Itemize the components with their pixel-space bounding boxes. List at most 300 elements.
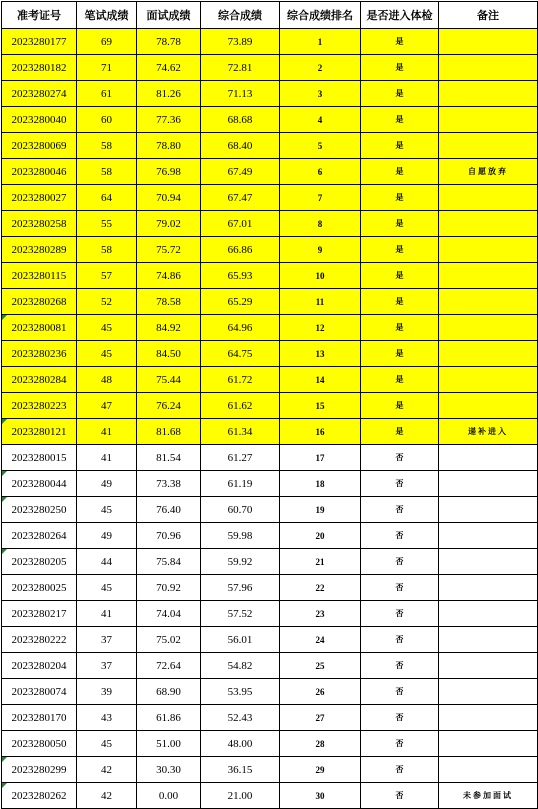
cell-exam-id[interactable] [2, 445, 77, 471]
cell-physical-exam[interactable] [361, 653, 439, 679]
cell-physical-exam-text: 是 [395, 37, 404, 46]
cell-written-score[interactable] [77, 29, 137, 55]
cell-total-score[interactable] [201, 419, 280, 445]
cell-remarks[interactable] [439, 159, 538, 185]
cell-interview-score-text: 0.00 [158, 789, 179, 802]
table-row [2, 263, 538, 289]
cell-remarks[interactable] [439, 367, 538, 393]
error-indicator-icon [2, 549, 7, 554]
cell-total-score[interactable] [201, 81, 280, 107]
cell-physical-exam[interactable] [361, 757, 439, 783]
cell-remarks[interactable] [439, 237, 538, 263]
cell-physical-exam[interactable] [361, 341, 439, 367]
cell-total-score[interactable] [201, 627, 280, 653]
cell-remarks[interactable] [439, 783, 538, 809]
cell-exam-id[interactable] [2, 497, 77, 523]
cell-total-score-text: 48.00 [227, 737, 253, 750]
cell-interview-score[interactable] [137, 55, 201, 81]
cell-total-score-text: 68.40 [227, 139, 253, 152]
cell-interview-score[interactable] [137, 757, 201, 783]
cell-remarks[interactable] [439, 523, 538, 549]
score-table [1, 1, 538, 809]
cell-physical-exam[interactable] [361, 419, 439, 445]
cell-written-score[interactable] [77, 653, 137, 679]
cell-physical-exam[interactable] [361, 81, 439, 107]
cell-exam-id-text: 2023280027 [11, 191, 67, 204]
cell-physical-exam[interactable] [361, 549, 439, 575]
cell-written-score-text: 44 [101, 555, 112, 568]
cell-written-score-text: 48 [101, 373, 112, 386]
cell-written-score[interactable] [77, 627, 137, 653]
cell-interview-score[interactable] [137, 575, 201, 601]
cell-total-score[interactable] [201, 133, 280, 159]
cell-total-score[interactable] [201, 211, 280, 237]
cell-rank[interactable] [280, 471, 361, 497]
cell-written-score-text: 45 [101, 737, 112, 750]
cell-exam-id-text: 2023280222 [11, 633, 67, 646]
cell-written-score[interactable] [77, 757, 137, 783]
cell-exam-id[interactable] [2, 159, 77, 185]
cell-exam-id[interactable] [2, 367, 77, 393]
header-written-score[interactable]: 笔试成绩 [77, 2, 137, 29]
cell-exam-id[interactable] [2, 471, 77, 497]
cell-total-score[interactable] [201, 367, 280, 393]
cell-interview-score-text: 74.86 [156, 269, 181, 282]
cell-physical-exam[interactable] [361, 471, 439, 497]
cell-rank-text: 20 [315, 530, 325, 541]
cell-remarks[interactable] [439, 341, 538, 367]
cell-remarks[interactable] [439, 419, 538, 445]
cell-written-score-text: 42 [101, 763, 112, 776]
cell-interview-score[interactable] [137, 159, 201, 185]
cell-written-score-text: 45 [101, 321, 112, 334]
cell-total-score[interactable] [201, 471, 280, 497]
cell-interview-score[interactable] [137, 263, 201, 289]
cell-remarks[interactable] [439, 55, 538, 81]
cell-remarks[interactable] [439, 263, 538, 289]
cell-exam-id[interactable] [2, 757, 77, 783]
cell-total-score[interactable] [201, 575, 280, 601]
cell-exam-id[interactable] [2, 185, 77, 211]
cell-interview-score-text: 70.92 [156, 581, 181, 594]
cell-exam-id-text: 2023280289 [11, 243, 67, 256]
cell-written-score[interactable] [77, 107, 137, 133]
cell-rank-text: 15 [315, 400, 325, 411]
cell-total-score-text: 72.81 [227, 61, 253, 74]
cell-physical-exam[interactable] [361, 731, 439, 757]
cell-exam-id-text: 2023280015 [11, 451, 67, 464]
cell-interview-score[interactable] [137, 497, 201, 523]
cell-interview-score[interactable] [137, 289, 201, 315]
cell-written-score[interactable] [77, 497, 137, 523]
cell-interview-score[interactable] [137, 237, 201, 263]
cell-written-score-text: 64 [101, 191, 112, 204]
cell-rank[interactable] [280, 367, 361, 393]
cell-physical-exam[interactable] [361, 237, 439, 263]
header-total-score[interactable]: 综合成绩 [201, 2, 280, 29]
cell-interview-score[interactable] [137, 549, 201, 575]
cell-interview-score[interactable] [137, 133, 201, 159]
cell-total-score[interactable] [201, 55, 280, 81]
cell-exam-id[interactable] [2, 393, 77, 419]
cell-rank[interactable] [280, 107, 361, 133]
cell-total-score-text: 53.95 [227, 685, 253, 698]
cell-remarks[interactable] [439, 211, 538, 237]
cell-rank-text: 11 [315, 296, 325, 307]
cell-total-score[interactable] [201, 757, 280, 783]
cell-written-score[interactable] [77, 81, 137, 107]
cell-physical-exam[interactable] [361, 627, 439, 653]
cell-written-score[interactable] [77, 341, 137, 367]
cell-physical-exam[interactable] [361, 367, 439, 393]
cell-total-score[interactable] [201, 549, 280, 575]
cell-written-score[interactable] [77, 705, 137, 731]
cell-remarks[interactable] [439, 289, 538, 315]
cell-physical-exam[interactable] [361, 445, 439, 471]
cell-exam-id[interactable] [2, 237, 77, 263]
cell-rank-text: 8 [317, 218, 323, 229]
cell-physical-exam[interactable] [361, 783, 439, 809]
cell-exam-id[interactable] [2, 211, 77, 237]
cell-rank[interactable] [280, 29, 361, 55]
cell-physical-exam-text: 是 [395, 323, 404, 332]
cell-physical-exam[interactable] [361, 289, 439, 315]
cell-written-score[interactable] [77, 211, 137, 237]
cell-written-score-text: 55 [101, 217, 112, 230]
cell-total-score[interactable] [201, 237, 280, 263]
cell-interview-score-text: 70.96 [156, 529, 181, 542]
cell-remarks[interactable] [439, 315, 538, 341]
cell-total-score[interactable] [201, 731, 280, 757]
cell-written-score[interactable] [77, 445, 137, 471]
cell-exam-id[interactable] [2, 341, 77, 367]
cell-rank[interactable] [280, 549, 361, 575]
table-row [2, 471, 538, 497]
cell-rank[interactable] [280, 601, 361, 627]
cell-interview-score[interactable] [137, 419, 201, 445]
cell-physical-exam-text: 是 [395, 245, 404, 254]
table-row [2, 679, 538, 705]
cell-physical-exam-text: 否 [395, 661, 404, 670]
cell-interview-score[interactable] [137, 315, 201, 341]
cell-exam-id-text: 2023280081 [11, 321, 67, 334]
table-row [2, 367, 538, 393]
cell-total-score[interactable] [201, 653, 280, 679]
cell-written-score[interactable] [77, 55, 137, 81]
cell-remarks[interactable] [439, 393, 538, 419]
cell-written-score[interactable] [77, 367, 137, 393]
cell-rank-text: 21 [315, 556, 325, 567]
cell-physical-exam[interactable] [361, 315, 439, 341]
table-row [2, 315, 538, 341]
cell-rank-text: 16 [315, 426, 325, 437]
cell-remarks[interactable] [439, 29, 538, 55]
cell-exam-id[interactable] [2, 679, 77, 705]
cell-written-score-text: 45 [101, 581, 112, 594]
cell-rank-text: 19 [315, 504, 325, 515]
cell-exam-id[interactable] [2, 705, 77, 731]
cell-written-score[interactable] [77, 601, 137, 627]
cell-interview-score-text: 74.62 [156, 61, 181, 74]
cell-total-score-text: 54.82 [227, 659, 253, 672]
cell-interview-score-text: 76.40 [156, 503, 181, 516]
cell-interview-score[interactable] [137, 679, 201, 705]
cell-rank[interactable] [280, 393, 361, 419]
cell-physical-exam-text: 否 [395, 687, 404, 696]
cell-written-score[interactable] [77, 237, 137, 263]
cell-interview-score[interactable] [137, 445, 201, 471]
cell-total-score[interactable] [201, 601, 280, 627]
cell-rank[interactable] [280, 315, 361, 341]
cell-rank[interactable] [280, 679, 361, 705]
cell-total-score[interactable] [201, 705, 280, 731]
cell-exam-id[interactable] [2, 653, 77, 679]
cell-exam-id[interactable] [2, 107, 77, 133]
cell-written-score[interactable] [77, 393, 137, 419]
cell-rank[interactable] [280, 783, 361, 809]
cell-written-score[interactable] [77, 263, 137, 289]
cell-exam-id[interactable] [2, 601, 77, 627]
cell-exam-id[interactable] [2, 549, 77, 575]
cell-written-score[interactable] [77, 783, 137, 809]
cell-total-score[interactable] [201, 263, 280, 289]
cell-written-score-text: 42 [101, 789, 112, 802]
cell-rank[interactable] [280, 133, 361, 159]
header-exam-id[interactable]: 准考证号 [2, 2, 77, 29]
cell-total-score[interactable] [201, 289, 280, 315]
cell-physical-exam[interactable] [361, 523, 439, 549]
cell-rank[interactable] [280, 419, 361, 445]
cell-total-score[interactable] [201, 315, 280, 341]
cell-remarks[interactable] [439, 731, 538, 757]
cell-physical-exam[interactable] [361, 55, 439, 81]
cell-written-score[interactable] [77, 289, 137, 315]
cell-interview-score[interactable] [137, 29, 201, 55]
cell-exam-id-text: 2023280274 [11, 87, 67, 100]
cell-remarks[interactable] [439, 601, 538, 627]
cell-written-score-text: 58 [101, 139, 112, 152]
cell-rank[interactable] [280, 497, 361, 523]
cell-total-score-text: 73.89 [227, 35, 253, 48]
cell-interview-score-text: 75.84 [156, 555, 181, 568]
cell-written-score-text: 41 [101, 607, 112, 620]
cell-exam-id-text: 2023280074 [11, 685, 67, 698]
cell-written-score[interactable] [77, 679, 137, 705]
cell-physical-exam[interactable] [361, 575, 439, 601]
cell-total-score[interactable] [201, 185, 280, 211]
cell-interview-score[interactable] [137, 211, 201, 237]
cell-rank[interactable] [280, 341, 361, 367]
cell-total-score-text: 67.47 [227, 191, 253, 204]
cell-physical-exam[interactable] [361, 29, 439, 55]
table-row [2, 393, 538, 419]
cell-interview-score-text: 72.64 [156, 659, 181, 672]
header-total-rank[interactable]: 综合成绩排名 [280, 2, 361, 29]
cell-remarks[interactable] [439, 653, 538, 679]
cell-exam-id[interactable] [2, 419, 77, 445]
cell-total-score[interactable] [201, 445, 280, 471]
cell-rank-text: 25 [315, 660, 325, 671]
cell-physical-exam[interactable] [361, 133, 439, 159]
cell-physical-exam[interactable] [361, 393, 439, 419]
cell-remarks[interactable] [439, 679, 538, 705]
cell-written-score-text: 37 [101, 633, 112, 646]
cell-written-score[interactable] [77, 471, 137, 497]
cell-exam-id[interactable] [2, 575, 77, 601]
cell-remarks[interactable] [439, 81, 538, 107]
cell-interview-score[interactable] [137, 601, 201, 627]
cell-interview-score[interactable] [137, 783, 201, 809]
cell-rank[interactable] [280, 237, 361, 263]
cell-interview-score[interactable] [137, 705, 201, 731]
cell-interview-score[interactable] [137, 367, 201, 393]
cell-exam-id[interactable] [2, 731, 77, 757]
cell-written-score[interactable] [77, 731, 137, 757]
cell-total-score[interactable] [201, 497, 280, 523]
cell-physical-exam-text: 是 [395, 141, 404, 150]
cell-total-score[interactable] [201, 679, 280, 705]
cell-exam-id-text: 2023280258 [11, 217, 67, 230]
cell-interview-score-text: 78.58 [156, 295, 181, 308]
cell-rank[interactable] [280, 185, 361, 211]
cell-rank-text: 9 [317, 244, 323, 255]
cell-exam-id[interactable] [2, 315, 77, 341]
cell-total-score[interactable] [201, 341, 280, 367]
cell-exam-id[interactable] [2, 81, 77, 107]
cell-interview-score[interactable] [137, 731, 201, 757]
cell-exam-id[interactable] [2, 263, 77, 289]
cell-remarks[interactable] [439, 497, 538, 523]
cell-exam-id[interactable] [2, 523, 77, 549]
cell-rank-text: 6 [317, 166, 323, 177]
cell-interview-score[interactable] [137, 627, 201, 653]
cell-remarks[interactable] [439, 705, 538, 731]
cell-remarks[interactable] [439, 549, 538, 575]
cell-physical-exam[interactable] [361, 159, 439, 185]
cell-written-score[interactable] [77, 133, 137, 159]
cell-written-score-text: 52 [101, 295, 112, 308]
header-interview-score[interactable]: 面试成绩 [137, 2, 201, 29]
cell-interview-score[interactable] [137, 523, 201, 549]
cell-rank[interactable] [280, 705, 361, 731]
cell-interview-score-text: 79.02 [156, 217, 181, 230]
cell-total-score-text: 65.29 [227, 295, 253, 308]
cell-exam-id[interactable] [2, 133, 77, 159]
cell-remarks[interactable] [439, 107, 538, 133]
cell-rank[interactable] [280, 653, 361, 679]
cell-remarks[interactable] [439, 445, 538, 471]
cell-rank[interactable] [280, 211, 361, 237]
cell-interview-score[interactable] [137, 653, 201, 679]
table-row [2, 549, 538, 575]
cell-physical-exam[interactable] [361, 107, 439, 133]
cell-remarks[interactable] [439, 627, 538, 653]
cell-physical-exam[interactable] [361, 263, 439, 289]
cell-remarks[interactable] [439, 185, 538, 211]
cell-rank-text: 18 [315, 478, 325, 489]
cell-interview-score[interactable] [137, 185, 201, 211]
header-physical-exam[interactable]: 是否进入体检 [361, 2, 439, 29]
cell-physical-exam[interactable] [361, 185, 439, 211]
cell-physical-exam[interactable] [361, 705, 439, 731]
cell-written-score-text: 47 [101, 399, 112, 412]
cell-physical-exam[interactable] [361, 497, 439, 523]
cell-total-score[interactable] [201, 159, 280, 185]
cell-remarks[interactable] [439, 575, 538, 601]
cell-exam-id-text: 2023280204 [11, 659, 67, 672]
cell-exam-id[interactable] [2, 783, 77, 809]
cell-total-score[interactable] [201, 523, 280, 549]
cell-interview-score[interactable] [137, 341, 201, 367]
cell-total-score-text: 59.92 [227, 555, 253, 568]
cell-rank[interactable] [280, 757, 361, 783]
cell-total-score[interactable] [201, 107, 280, 133]
cell-rank[interactable] [280, 81, 361, 107]
cell-rank-text: 17 [315, 452, 325, 463]
cell-exam-id-text: 2023280250 [11, 503, 67, 516]
cell-total-score[interactable] [201, 393, 280, 419]
cell-rank[interactable] [280, 263, 361, 289]
cell-interview-score[interactable] [137, 393, 201, 419]
cell-rank[interactable] [280, 627, 361, 653]
cell-physical-exam-text: 是 [395, 193, 404, 202]
cell-remarks[interactable] [439, 133, 538, 159]
cell-written-score[interactable] [77, 523, 137, 549]
cell-interview-score-text: 75.02 [156, 633, 181, 646]
cell-written-score[interactable] [77, 185, 137, 211]
cell-exam-id[interactable] [2, 29, 77, 55]
header-remarks[interactable]: 备注 [439, 2, 538, 29]
cell-rank[interactable] [280, 445, 361, 471]
error-indicator-icon [2, 783, 7, 788]
cell-exam-id-text: 2023280299 [11, 763, 67, 776]
cell-remarks[interactable] [439, 757, 538, 783]
cell-written-score[interactable] [77, 575, 137, 601]
cell-physical-exam[interactable] [361, 679, 439, 705]
cell-exam-id[interactable] [2, 627, 77, 653]
cell-physical-exam[interactable] [361, 601, 439, 627]
cell-total-score[interactable] [201, 783, 280, 809]
cell-exam-id[interactable] [2, 55, 77, 81]
cell-written-score[interactable] [77, 159, 137, 185]
cell-physical-exam-text: 是 [395, 219, 404, 228]
table-row [2, 497, 538, 523]
table-row [2, 29, 538, 55]
cell-interview-score[interactable] [137, 471, 201, 497]
cell-rank[interactable] [280, 523, 361, 549]
cell-rank[interactable] [280, 55, 361, 81]
cell-physical-exam[interactable] [361, 211, 439, 237]
cell-written-score[interactable] [77, 315, 137, 341]
cell-written-score-text: 43 [101, 711, 112, 724]
cell-written-score-text: 49 [101, 477, 112, 490]
cell-rank[interactable] [280, 731, 361, 757]
cell-interview-score[interactable] [137, 107, 201, 133]
cell-remarks[interactable] [439, 471, 538, 497]
cell-total-score-text: 61.72 [227, 373, 253, 386]
cell-total-score-text: 52.43 [227, 711, 253, 724]
cell-exam-id[interactable] [2, 289, 77, 315]
cell-interview-score[interactable] [137, 81, 201, 107]
cell-rank[interactable] [280, 159, 361, 185]
cell-written-score[interactable] [77, 549, 137, 575]
table-row [2, 705, 538, 731]
cell-rank[interactable] [280, 575, 361, 601]
cell-total-score[interactable] [201, 29, 280, 55]
cell-total-score-text: 59.98 [227, 529, 253, 542]
cell-rank[interactable] [280, 289, 361, 315]
cell-written-score[interactable] [77, 419, 137, 445]
